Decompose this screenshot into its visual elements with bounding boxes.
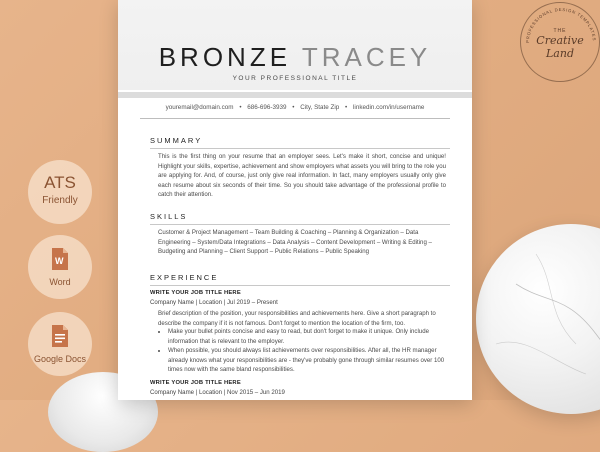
google-docs-badge [28, 312, 92, 376]
skills-text: Customer & Project Management – Team Building & Coaching – Planning & Organization – Data Engineering – System/Data Integrations – Data Analysis – Content Development – Writing & Editing – Budgeting and Planning – Client Support – Public Relations – Public Speaking [158, 229, 432, 256]
ats-label: ATS [44, 173, 76, 192]
skills-heading: SKILLS [150, 212, 188, 221]
first-name: BRONZE [158, 42, 292, 72]
job-meta: Company Name | Location | Jul 2019 – Present [150, 299, 278, 306]
job-meta: Company Name | Location | Nov 2015 – Jun 2019 [150, 389, 285, 396]
resume-sheet [118, 0, 472, 400]
list-item: • When possible, you should always list achievements over responsibilities. After all, the HR manager already knows what your responsibilities are - they've probably gone through similar resumes over 100 times now with the same bland responsibilities. [168, 346, 446, 375]
contact-line: youremail@domain.com • 686-696-3939 • City, State Zip • linkedin.com/in/username [165, 104, 425, 111]
job-title: WRITE YOUR JOB TITLE HERE [150, 290, 241, 296]
contact-phone: 686-696-3939 [247, 104, 287, 111]
google-docs-label: Google Docs [33, 354, 87, 364]
job-description: Brief description of the position, your responsibilities and achievements here. Give a short paragraph to describe the company if it is not famous. Don't forget to mention the location of the firm, too. [158, 310, 436, 327]
summary-text: This is the first thing on your resume that an employer sees. Let's make it short, concise and unique! Highlight your skills, expertise, achievement and show employers what assets you will bring to the role you are applying for. And, of course, just only give real information. In fact, many employers usually only give each resume about six seconds of their time. So you should take advantage of the professional profile to catch their attention. [158, 153, 446, 199]
brand-badge [520, 2, 600, 82]
job-bullets [158, 327, 446, 375]
word-badge [28, 235, 92, 299]
word-doc-icon [50, 247, 70, 276]
summary-rule [150, 148, 450, 149]
last-name: TRACEY [301, 42, 432, 72]
contact-linkedin: linkedin.com/in/username [353, 104, 425, 111]
word-label: Word [49, 277, 71, 287]
badge-ring-text: PROFESSIONAL DESIGN TEMPLATES [524, 6, 597, 44]
contact-rule [140, 118, 450, 119]
experience-rule [150, 285, 450, 286]
badge-name: Creative Land [536, 34, 584, 60]
google-docs-icon [50, 324, 70, 353]
friendly-label: Friendly [42, 195, 78, 206]
experience-heading: EXPERIENCE [150, 273, 219, 282]
summary-heading: SUMMARY [150, 136, 203, 145]
skills-rule [150, 224, 450, 225]
job-title: WRITE YOUR JOB TITLE HERE [150, 380, 241, 386]
list-item: • Make your bullet points concise and easy to read, but don't forget to make it unique. Only include information that is relevant to the employer. [168, 327, 446, 346]
professional-title: YOUR PROFESSIONAL TITLE [232, 75, 358, 82]
divider-bar [118, 92, 472, 98]
ats-friendly-badge [28, 160, 92, 224]
svg-text:W: W [55, 256, 64, 266]
contact-location: City, State Zip [300, 104, 340, 111]
contact-email: youremail@domain.com [165, 104, 234, 111]
resume-name [118, 42, 472, 73]
marble-decoration [476, 224, 600, 414]
badge-the: THE [553, 28, 567, 34]
